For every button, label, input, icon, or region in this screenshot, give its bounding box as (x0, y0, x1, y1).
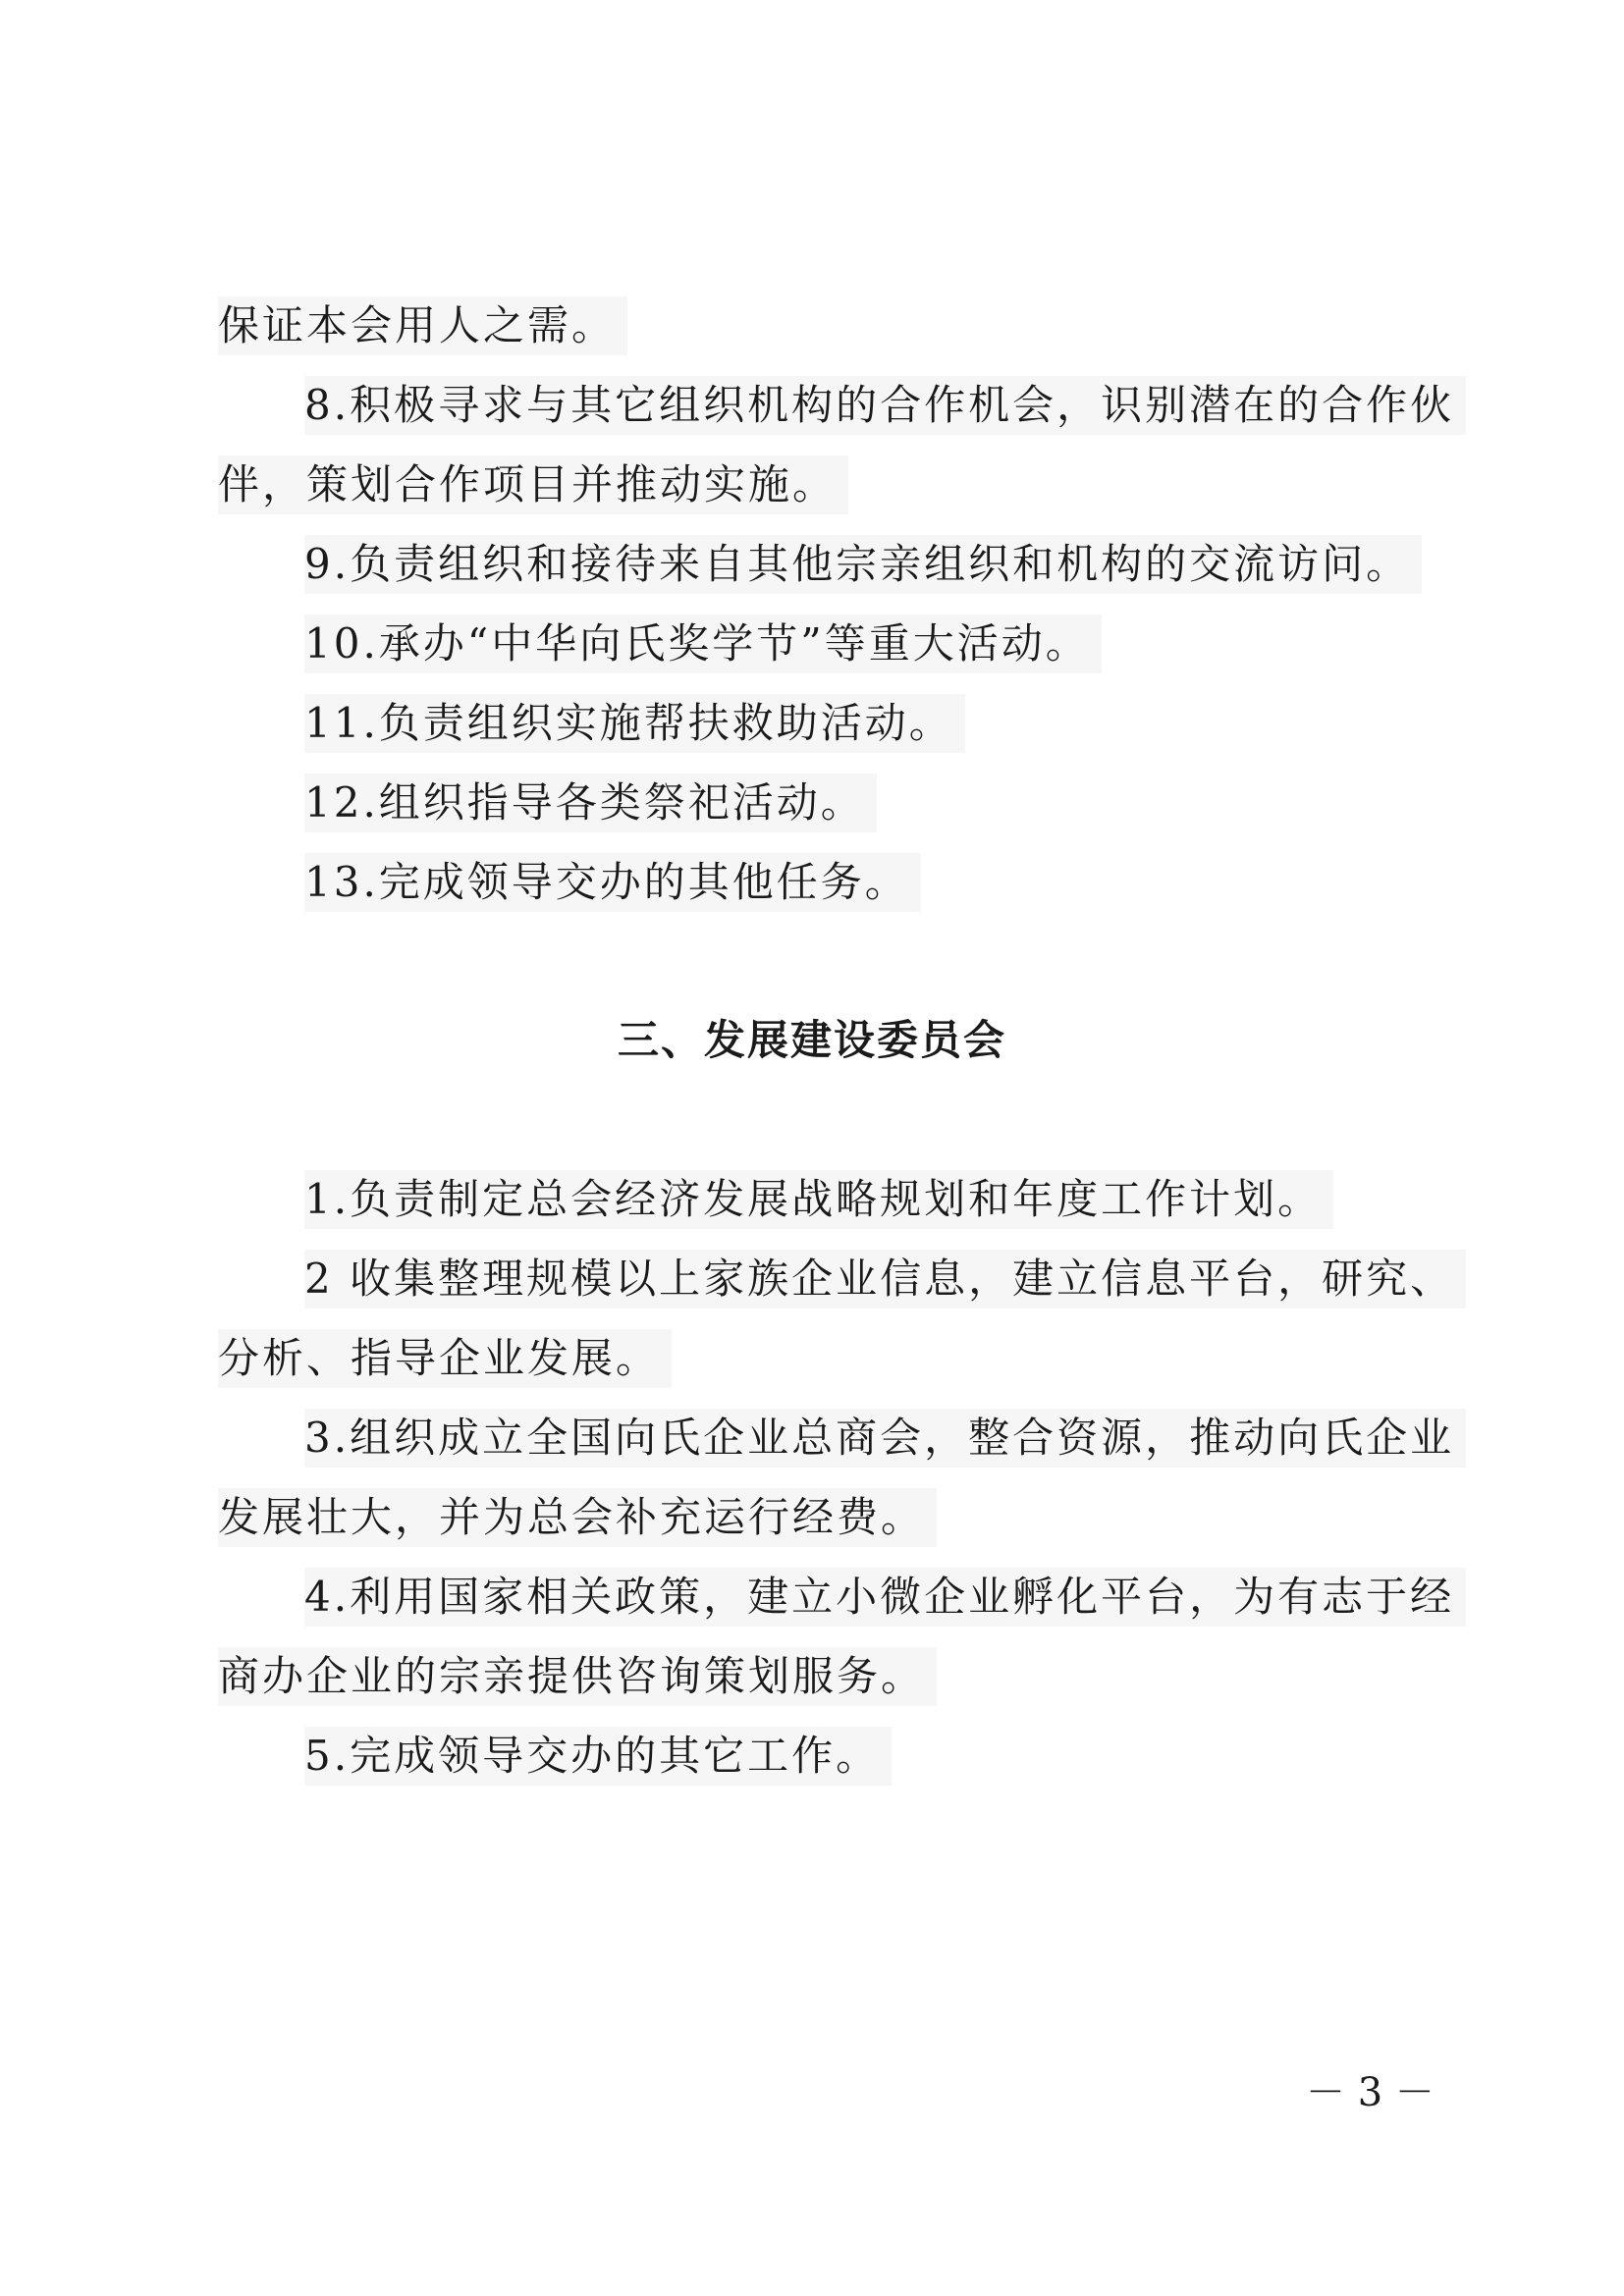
text-line: 11.负责组织实施帮扶救助活动。 (304, 694, 965, 753)
text-line: 商办企业的宗亲提供咨询策划服务。 (218, 1647, 937, 1706)
text-line: 8.积极寻求与其它组织机构的合作机会，识别潜在的合作伙 (304, 376, 1466, 435)
text-line: 12.组织指导各类祭祀活动。 (304, 774, 877, 832)
text-line: 2 收集整理规模以上家族企业信息，建立信息平台，研究、 (304, 1250, 1466, 1308)
text-line: 1.负责制定总会经济发展战略规划和年度工作计划。 (304, 1170, 1333, 1229)
section-heading: 三、发展建设委员会 (617, 1016, 1006, 1064)
text-line: 4.利用国家相关政策，建立小微企业孵化平台，为有志于经 (304, 1568, 1466, 1627)
text-line: 分析、指导企业发展。 (218, 1329, 672, 1388)
text-line: 3.组织成立全国向氏企业总商会，整合资源，推动向氏企业 (304, 1409, 1466, 1468)
text-line: 10.承办“中华向氏奖学节”等重大活动。 (304, 614, 1102, 673)
text-line: 保证本会用人之需。 (218, 296, 627, 355)
text-line: 13.完成领导交办的其他任务。 (304, 853, 921, 912)
text-line: 发展壮大，并为总会补充运行经费。 (218, 1488, 937, 1547)
text-line: 9.负责组织和接待来自其他宗亲组织和机构的交流访问。 (304, 535, 1422, 594)
text-line: 5.完成领导交办的其它工作。 (304, 1727, 892, 1786)
text-line: 伴，策划合作项目并推动实施。 (218, 455, 848, 514)
page-number: － 3 － (1306, 2070, 1435, 2115)
